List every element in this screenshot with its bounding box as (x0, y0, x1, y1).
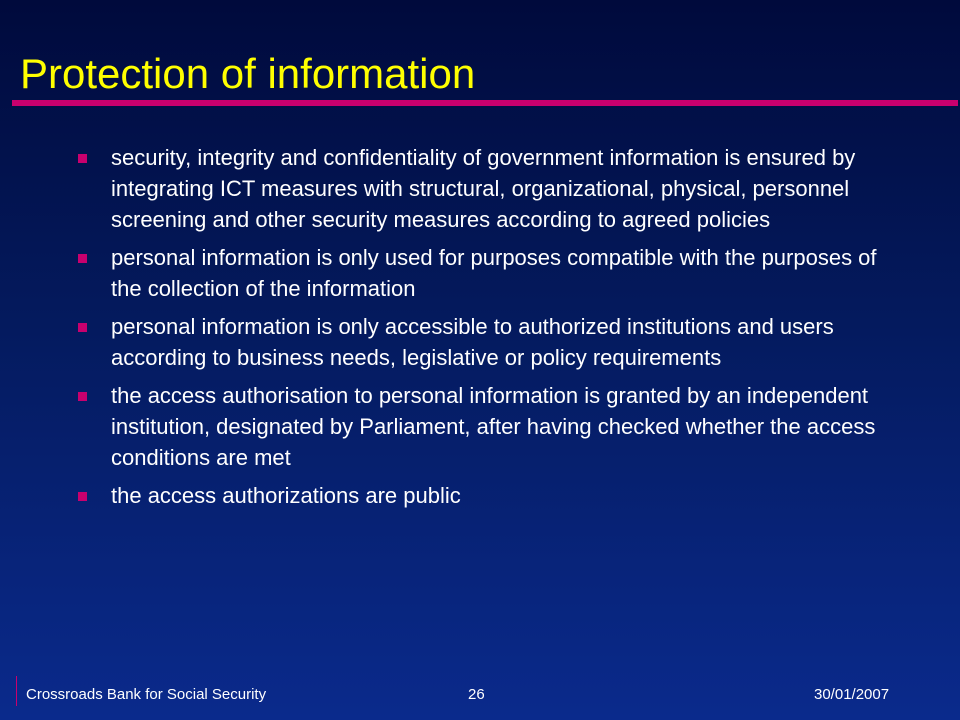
square-bullet-icon (78, 492, 87, 501)
bullet-item (74, 380, 894, 473)
bullet-item (74, 311, 894, 373)
title-underline (12, 100, 958, 106)
bullet-text: the access authorizations are public (111, 483, 461, 508)
square-bullet-icon (78, 323, 87, 332)
slide-title: Protection of information (20, 50, 476, 97)
square-bullet-icon (78, 154, 87, 163)
bullet-list (74, 142, 894, 518)
bullet-text: the access authorisation to personal information is granted by an independent institution, designated by Parliament, after having checked whether the access conditions are met (111, 383, 876, 470)
bullet-text: security, integrity and confidentiality of government information is ensured by integrating ICT measures with structural, organizational, physical, personnel screening and other security measures according to agreed policies (111, 145, 856, 232)
footer-divider (16, 676, 17, 706)
bullet-text: personal information is only used for purposes compatible with the purposes of the collection of the information (111, 245, 877, 301)
page-number: 26 (468, 686, 485, 703)
square-bullet-icon (78, 254, 87, 263)
footer-date: 30/01/2007 (814, 686, 890, 703)
square-bullet-icon (78, 392, 87, 401)
bullet-text: personal information is only accessible to authorized institutions and users according to business needs, legislative or policy requirements (111, 314, 834, 370)
bullet-item (74, 142, 894, 235)
bullet-item (74, 480, 894, 511)
footer-organization: Crossroads Bank for Social Security (26, 686, 267, 703)
bullet-item (74, 242, 894, 304)
